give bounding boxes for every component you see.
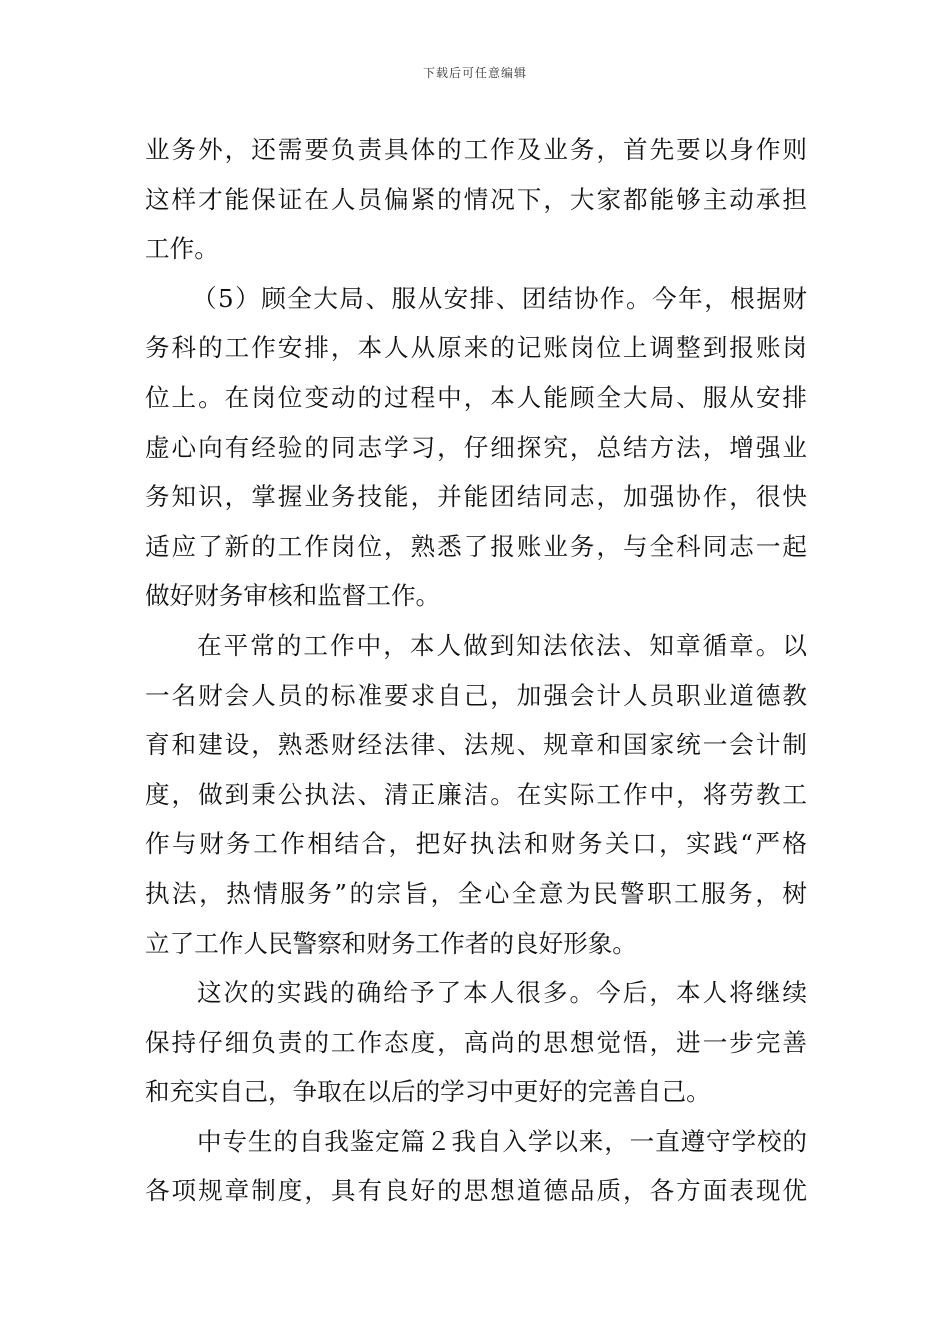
paragraph [145,968,807,1117]
text-line: 虚心向有经验的同志学习，仔细探究，总结方法，增强业 [145,432,807,462]
text-line: 度，做到秉公执法、清正廉洁。在实际工作中，将劳教工 [145,779,807,809]
text-line: 执法，热情服务”的宗旨，全心全意为民警职工服务，树 [145,878,807,908]
text-line: 位上。在岗位变动的过程中，本人能顾全大局、服从安排 [145,382,807,412]
text-line: 业务外，还需要负责具体的工作及业务，首先要以身作则 [145,135,807,164]
text-line: 作与财务工作相结合，把好执法和财务关口，实践“严格 [145,829,807,859]
text-line: 工作。 [145,234,219,264]
document-body [145,125,807,1216]
text-line: 做好财务审核和监督工作。 [145,581,441,611]
text-line: 在平常的工作中，本人做到知法依法、知章循章。以 [197,630,807,660]
text-line: 育和建设，熟悉财经法律、法规、规章和国家统一会计制 [145,730,807,760]
page-header: 下载后可任意编辑 [422,66,527,80]
text-line: 这次的实践的确给予了本人很多。今后，本人将继续 [197,978,807,1008]
text-line: 一名财会人员的标准要求自己，加强会计人员职业道德教 [145,680,807,710]
paragraph [145,621,807,968]
text-line: 适应了新的工作岗位，熟悉了报账业务，与全科同志一起 [145,531,807,561]
text-line: 保持仔细负责的工作态度，高尚的思想觉悟，进一步完善 [145,1027,807,1057]
text-line: 立了工作人民警察和财务工作者的良好形象。 [145,928,637,958]
text-line: 务科的工作安排，本人从原来的记账岗位上调整到报账岗 [145,333,807,363]
text-line: 各项规章制度，具有良好的思想道德品质，各方面表现优 [145,1176,807,1206]
text-line: 和充实自己，争取在以后的学习中更好的完善自己。 [145,1077,711,1107]
text-line: （5）顾全大局、服从安排、团结协作。今年，根据财 [192,283,807,313]
paragraph [145,274,807,621]
text-line: 中专生的自我鉴定篇２我自入学以来，一直遵守学校的 [197,1126,807,1156]
text-line: 务知识，掌握业务技能，并能团结同志，加强协作，很快 [145,482,807,512]
paragraph [145,1117,807,1216]
text-line: 这样才能保证在人员偏紧的情况下，大家都能够主动承担 [145,184,807,214]
paragraph [145,125,807,274]
